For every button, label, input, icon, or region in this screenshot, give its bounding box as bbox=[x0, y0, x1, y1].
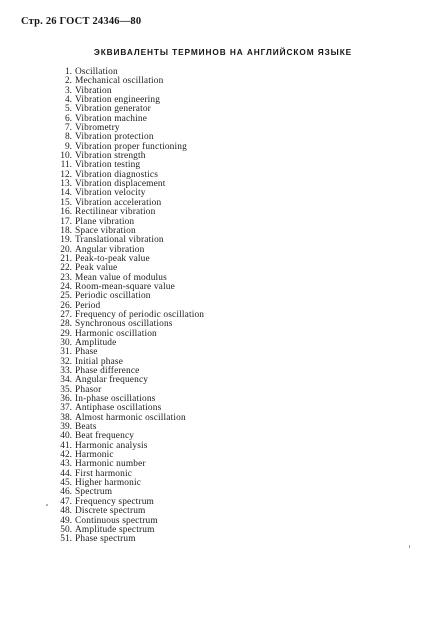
term-number: 17. bbox=[60, 216, 72, 227]
term-text: Harmonic oscillation bbox=[75, 328, 157, 339]
term-text: Amplitude spectrum bbox=[75, 524, 155, 535]
term-number: 6. bbox=[64, 113, 72, 124]
page-header: Стр. 26 ГОСТ 24346—80 bbox=[21, 16, 142, 27]
term-text: Angular vibration bbox=[75, 244, 145, 255]
term-text: Harmonic analysis bbox=[75, 440, 148, 451]
term-list bbox=[38, 68, 204, 545]
term-number: 48. bbox=[60, 506, 72, 517]
term-number: 40. bbox=[60, 431, 72, 442]
term-number: 46. bbox=[60, 487, 72, 498]
term-number: 1. bbox=[64, 67, 72, 77]
term-number: 34. bbox=[60, 375, 72, 386]
term-number: 36. bbox=[60, 394, 72, 405]
term-number: 50. bbox=[60, 524, 72, 535]
term-number: 8. bbox=[64, 132, 72, 143]
term-number: 51. bbox=[60, 534, 72, 545]
term-text: Beats bbox=[75, 422, 97, 433]
term-number: 26. bbox=[60, 300, 72, 311]
term-text: Frequency of periodic oscillation bbox=[75, 309, 205, 320]
term-text: Translational vibration bbox=[75, 235, 164, 246]
term-number: 39. bbox=[60, 422, 72, 433]
term-text: Vibration acceleration bbox=[75, 197, 162, 208]
term-item bbox=[38, 535, 204, 544]
term-number: 25. bbox=[60, 291, 72, 302]
term-text: Vibration bbox=[75, 85, 112, 96]
term-number: 33. bbox=[60, 366, 72, 376]
term-text: Phase difference bbox=[75, 366, 140, 376]
term-number: 28. bbox=[60, 319, 72, 330]
term-text: Continuous spectrum bbox=[75, 515, 158, 526]
term-number: 47. bbox=[60, 496, 72, 507]
term-number: 16. bbox=[60, 207, 72, 218]
term-number: 5. bbox=[64, 104, 72, 115]
term-number: 45. bbox=[60, 478, 72, 489]
term-number: 43. bbox=[60, 459, 72, 470]
term-text: Phase bbox=[75, 347, 98, 358]
term-number: 41. bbox=[60, 440, 72, 451]
term-text: Spectrum bbox=[75, 487, 113, 498]
term-text: Rectilinear vibration bbox=[75, 207, 156, 218]
term-text: Vibration proper functioning bbox=[75, 141, 187, 152]
term-text: Oscillation bbox=[75, 67, 118, 77]
term-text: Synchronous oscillations bbox=[75, 319, 173, 330]
term-text: Room-mean-square value bbox=[75, 281, 175, 292]
term-number: 9. bbox=[64, 141, 72, 152]
term-text: Periodic oscillation bbox=[75, 291, 151, 302]
term-number: 2. bbox=[64, 76, 72, 87]
term-text: Discrete spectrum bbox=[75, 506, 146, 517]
term-item bbox=[38, 115, 204, 124]
term-number: 13. bbox=[60, 179, 72, 190]
term-number: 10. bbox=[60, 151, 72, 162]
term-text: First harmonic bbox=[75, 468, 133, 479]
term-number: 24. bbox=[60, 281, 72, 292]
term-text: Harmonic number bbox=[75, 459, 146, 470]
term-number: 19. bbox=[60, 235, 72, 246]
term-text: Vibration generator bbox=[75, 104, 151, 115]
scan-speck bbox=[409, 545, 410, 548]
term-text: Beat frequency bbox=[75, 431, 135, 442]
term-number: 42. bbox=[60, 450, 72, 461]
term-text: Vibration protection bbox=[75, 132, 154, 143]
term-text: Vibrometry bbox=[75, 123, 120, 134]
term-number: 27. bbox=[60, 309, 72, 320]
term-text: Harmonic bbox=[75, 450, 114, 461]
term-number: 23. bbox=[60, 272, 72, 283]
section-title: ЭКВИВАЛЕНТЫ ТЕРМИНОВ НА АНГЛИЙСКОМ ЯЗЫКЕ bbox=[93, 47, 353, 57]
term-number: 14. bbox=[60, 188, 72, 199]
term-text: Phasor bbox=[75, 384, 102, 395]
term-text: Plane vibration bbox=[75, 216, 135, 227]
term-text: Vibration engineering bbox=[75, 95, 161, 106]
term-text: Higher harmonic bbox=[75, 478, 142, 489]
term-text: Almost harmonic oscillation bbox=[75, 412, 186, 423]
term-text: Vibration testing bbox=[75, 160, 141, 171]
term-text: Vibration machine bbox=[75, 113, 148, 124]
term-text: Amplitude bbox=[75, 337, 117, 348]
term-text: Antiphase oscillations bbox=[75, 403, 162, 414]
term-number: 37. bbox=[60, 403, 72, 414]
term-number: 18. bbox=[60, 225, 72, 236]
term-number: 15. bbox=[60, 197, 72, 208]
term-number: 32. bbox=[60, 356, 72, 367]
term-text: Space vibration bbox=[75, 225, 136, 236]
term-text: Mean value of modulus bbox=[75, 272, 167, 283]
term-number: 38. bbox=[60, 412, 72, 423]
term-number: 11. bbox=[60, 160, 72, 171]
term-text: Vibration displacement bbox=[75, 179, 166, 190]
term-text: In-phase oscillations bbox=[75, 394, 156, 405]
term-text: Vibration strength bbox=[75, 151, 146, 162]
term-number: 21. bbox=[60, 253, 72, 264]
term-text: Vibration velocity bbox=[75, 188, 146, 199]
term-text: Period bbox=[75, 300, 101, 311]
term-text: Initial phase bbox=[75, 356, 124, 367]
scan-speck bbox=[46, 504, 48, 506]
term-text: Mechanical oscillation bbox=[75, 76, 164, 87]
term-number: 31. bbox=[60, 347, 72, 358]
term-number: 22. bbox=[60, 263, 72, 274]
term-number: 4. bbox=[64, 95, 72, 106]
term-text: Phase spectrum bbox=[75, 534, 136, 545]
term-number: 44. bbox=[60, 468, 72, 479]
term-number: 49. bbox=[60, 515, 72, 526]
term-item bbox=[38, 77, 204, 86]
term-number: 7. bbox=[64, 123, 72, 134]
term-number: 20. bbox=[60, 244, 72, 255]
term-text: Frequency spectrum bbox=[75, 496, 154, 507]
term-number: 30. bbox=[60, 337, 72, 348]
term-text: Vibration diagnostics bbox=[75, 169, 159, 180]
term-text: Peak value bbox=[75, 263, 118, 274]
term-number: 12. bbox=[60, 169, 72, 180]
term-text: Angular frequency bbox=[75, 375, 149, 386]
term-text: Peak-to-peak value bbox=[75, 253, 150, 264]
term-number: 35. bbox=[60, 384, 72, 395]
term-number: 3. bbox=[64, 85, 72, 96]
term-number: 29. bbox=[60, 328, 72, 339]
